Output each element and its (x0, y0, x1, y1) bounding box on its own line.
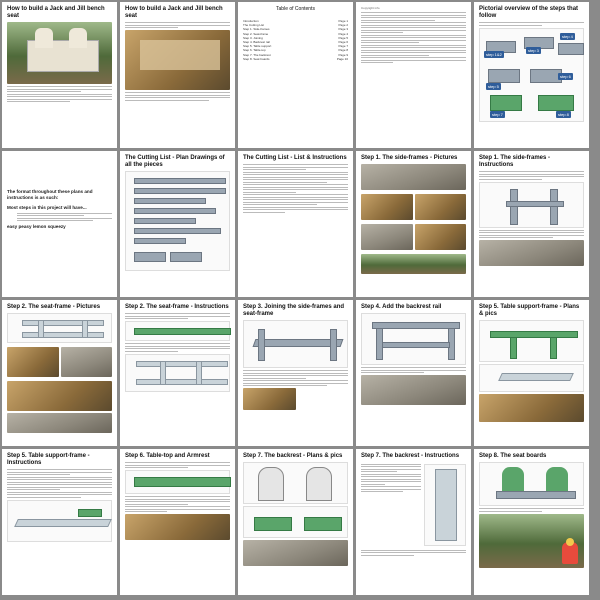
page-title: How to build a Jack and Jill bench seat (7, 6, 105, 19)
step-badge: step 4 (562, 33, 573, 39)
page-thumbnail-19[interactable] (356, 449, 471, 595)
page-title: The Cutting List - Plan Drawings of all the pieces (125, 155, 225, 168)
page-thumbnail-5[interactable] (474, 2, 589, 148)
step-photo (7, 413, 112, 433)
step-photo (243, 540, 348, 566)
step-badge: step 1&2 (486, 51, 502, 57)
toc-row[interactable]: Introduction Page 1 (243, 19, 348, 23)
page-thumbnail-20[interactable] (474, 449, 589, 595)
page-title: Step 4. Add the backrest rail (361, 304, 442, 310)
page-thumbnail-11[interactable] (2, 300, 117, 446)
page-thumbnail-6[interactable] (2, 151, 117, 297)
step-photo (125, 514, 230, 540)
page-title: Step 5. Table support-frame - Plans & pics (479, 304, 580, 317)
format-heading: The format throughout these plans and instructions is as such: (7, 189, 93, 200)
page-title: Step 1. The side-frames - Instructions (479, 155, 551, 168)
side-frame-diagram (479, 182, 584, 228)
step-photo (415, 224, 467, 250)
format-subheading: Most steps in this project will have... (7, 205, 87, 210)
page-thumbnail-3[interactable] (238, 2, 353, 148)
toc-list (243, 19, 348, 61)
page-thumbnail-9[interactable] (356, 151, 471, 297)
page-title: Step 3. Joining the side-frames and seat-frame (243, 304, 345, 317)
step-photo (479, 514, 584, 568)
step-photo (361, 254, 466, 274)
page-thumbnail-16[interactable] (2, 449, 117, 595)
text-block (361, 550, 466, 556)
page-title: Step 1. The side-frames - Pictures (361, 155, 458, 161)
page-thumbnail-7[interactable] (120, 151, 235, 297)
step-badge: step 7 (492, 111, 503, 117)
toc-row[interactable]: Step 7. The backrest Page 9 (243, 52, 348, 57)
page-title: Step 2. The seat-frame - Pictures (7, 304, 101, 310)
text-block (125, 506, 230, 512)
text-block (361, 474, 421, 485)
toc-row[interactable]: Step 8. Seat boards Page 10 (243, 56, 348, 61)
page-thumbnail-18[interactable] (238, 449, 353, 595)
backrest-rail-diagram (361, 313, 466, 365)
page-thumbnail-10[interactable] (474, 151, 589, 297)
toc-row[interactable]: Step 6. Table-top Page 8 (243, 48, 348, 53)
text-block (125, 22, 230, 28)
step-badge: step 5 (488, 83, 499, 89)
text-block (7, 86, 112, 92)
table-support-diagram (479, 364, 584, 392)
text-block (361, 12, 466, 21)
text-block (361, 45, 466, 56)
text-block (125, 462, 230, 468)
text-block (479, 22, 584, 26)
text-block (125, 343, 230, 352)
table-support-diagram (7, 500, 112, 542)
page-title: Step 8. The seat boards (479, 453, 547, 459)
step-photo (361, 164, 466, 190)
text-block (17, 213, 112, 222)
text-block (479, 230, 584, 239)
text-block (125, 92, 230, 101)
steps-overview-diagram (479, 28, 584, 122)
seat-frame-diagram (125, 354, 230, 392)
backrest-diagram (243, 506, 348, 538)
step-photo (361, 375, 466, 405)
backrest-diagram (424, 464, 466, 546)
page-title: Table of Contents (276, 6, 315, 12)
joining-diagram (243, 320, 348, 368)
text-block (361, 57, 466, 63)
seat-frame-diagram (125, 321, 230, 341)
text-block (479, 171, 584, 180)
backrest-diagram (243, 462, 348, 504)
text-block (125, 313, 230, 319)
page-heading: Copyright info (361, 6, 380, 10)
seat-frame-diagram (7, 313, 112, 343)
page-title: Step 7. The backrest - Plans & pics (243, 453, 343, 459)
text-block (7, 94, 112, 103)
page-thumbnail-17[interactable] (120, 449, 235, 595)
text-block (7, 484, 112, 490)
toc-row[interactable]: Step 3. Joining Page 5 (243, 35, 348, 40)
page-thumbnail-15[interactable] (474, 300, 589, 446)
text-block (361, 35, 466, 44)
toc-row[interactable]: Step 4. Backrest rail Page 6 (243, 40, 348, 45)
text-block (243, 370, 348, 379)
table-top-diagram (125, 470, 230, 494)
page-thumbnail-2[interactable] (120, 2, 235, 148)
toc-row[interactable]: The Cutting List Page 2 (243, 23, 348, 28)
bench-photo (7, 22, 112, 84)
step-badge: step 6 (560, 73, 571, 79)
text-block (7, 492, 112, 498)
table-support-diagram (479, 320, 584, 362)
format-tagline: easy peasy lemon squeezy (7, 224, 66, 229)
text-block (7, 469, 112, 475)
page-title: Step 6. Table-top and Armrest (125, 453, 210, 459)
page-thumbnail-14[interactable] (356, 300, 471, 446)
toc-row[interactable]: Step 1. Side-frames Page 3 (243, 27, 348, 32)
page-thumbnail-4[interactable] (356, 2, 471, 148)
page-title: The Cutting List - List & Instructions (243, 155, 347, 161)
text-block (7, 477, 112, 483)
page-title: Pictorial overview of the steps that follow (479, 6, 579, 19)
page-title: How to build a Jack and Jill bench seat (125, 6, 223, 19)
step-photo (479, 240, 584, 266)
text-block (243, 194, 348, 205)
toc-row[interactable]: Step 5. Table support Page 7 (243, 44, 348, 49)
page-title: Step 2. The seat-frame - Instructions (125, 304, 229, 310)
page-thumbnail-1[interactable] (2, 2, 117, 148)
text-block (243, 207, 348, 213)
step-photo (361, 224, 413, 250)
text-block (243, 164, 348, 170)
text-block (479, 508, 584, 512)
text-block (361, 464, 421, 473)
text-block (361, 486, 421, 492)
page-thumbnail-grid (2, 2, 589, 595)
text-block (243, 172, 348, 183)
bench-photo (125, 30, 230, 90)
step-photo (361, 194, 413, 220)
step-badge: step 8 (558, 111, 569, 117)
step-photo (243, 388, 296, 410)
toc-row[interactable]: Step 2. Seat-frame Page 4 (243, 31, 348, 36)
page-thumbnail-8[interactable] (238, 151, 353, 297)
step-photo (7, 381, 112, 411)
text-block (125, 496, 230, 505)
page-thumbnail-13[interactable] (238, 300, 353, 446)
step-photo (7, 347, 59, 377)
seat-board-diagram (479, 462, 584, 506)
page-title: Step 5. Table support-frame - Instructions (7, 453, 90, 466)
page-thumbnail-12[interactable] (120, 300, 235, 446)
page-title: Step 7. The backrest - Instructions (361, 453, 460, 459)
text-block (243, 184, 348, 193)
step-photo (61, 347, 113, 377)
step-badge: step 3 (528, 47, 539, 53)
step-photo (479, 394, 584, 422)
step-photo (415, 194, 467, 220)
text-block (361, 367, 466, 373)
text-block (243, 380, 348, 386)
text-block (361, 22, 466, 33)
cutting-plan-diagram (125, 171, 230, 271)
